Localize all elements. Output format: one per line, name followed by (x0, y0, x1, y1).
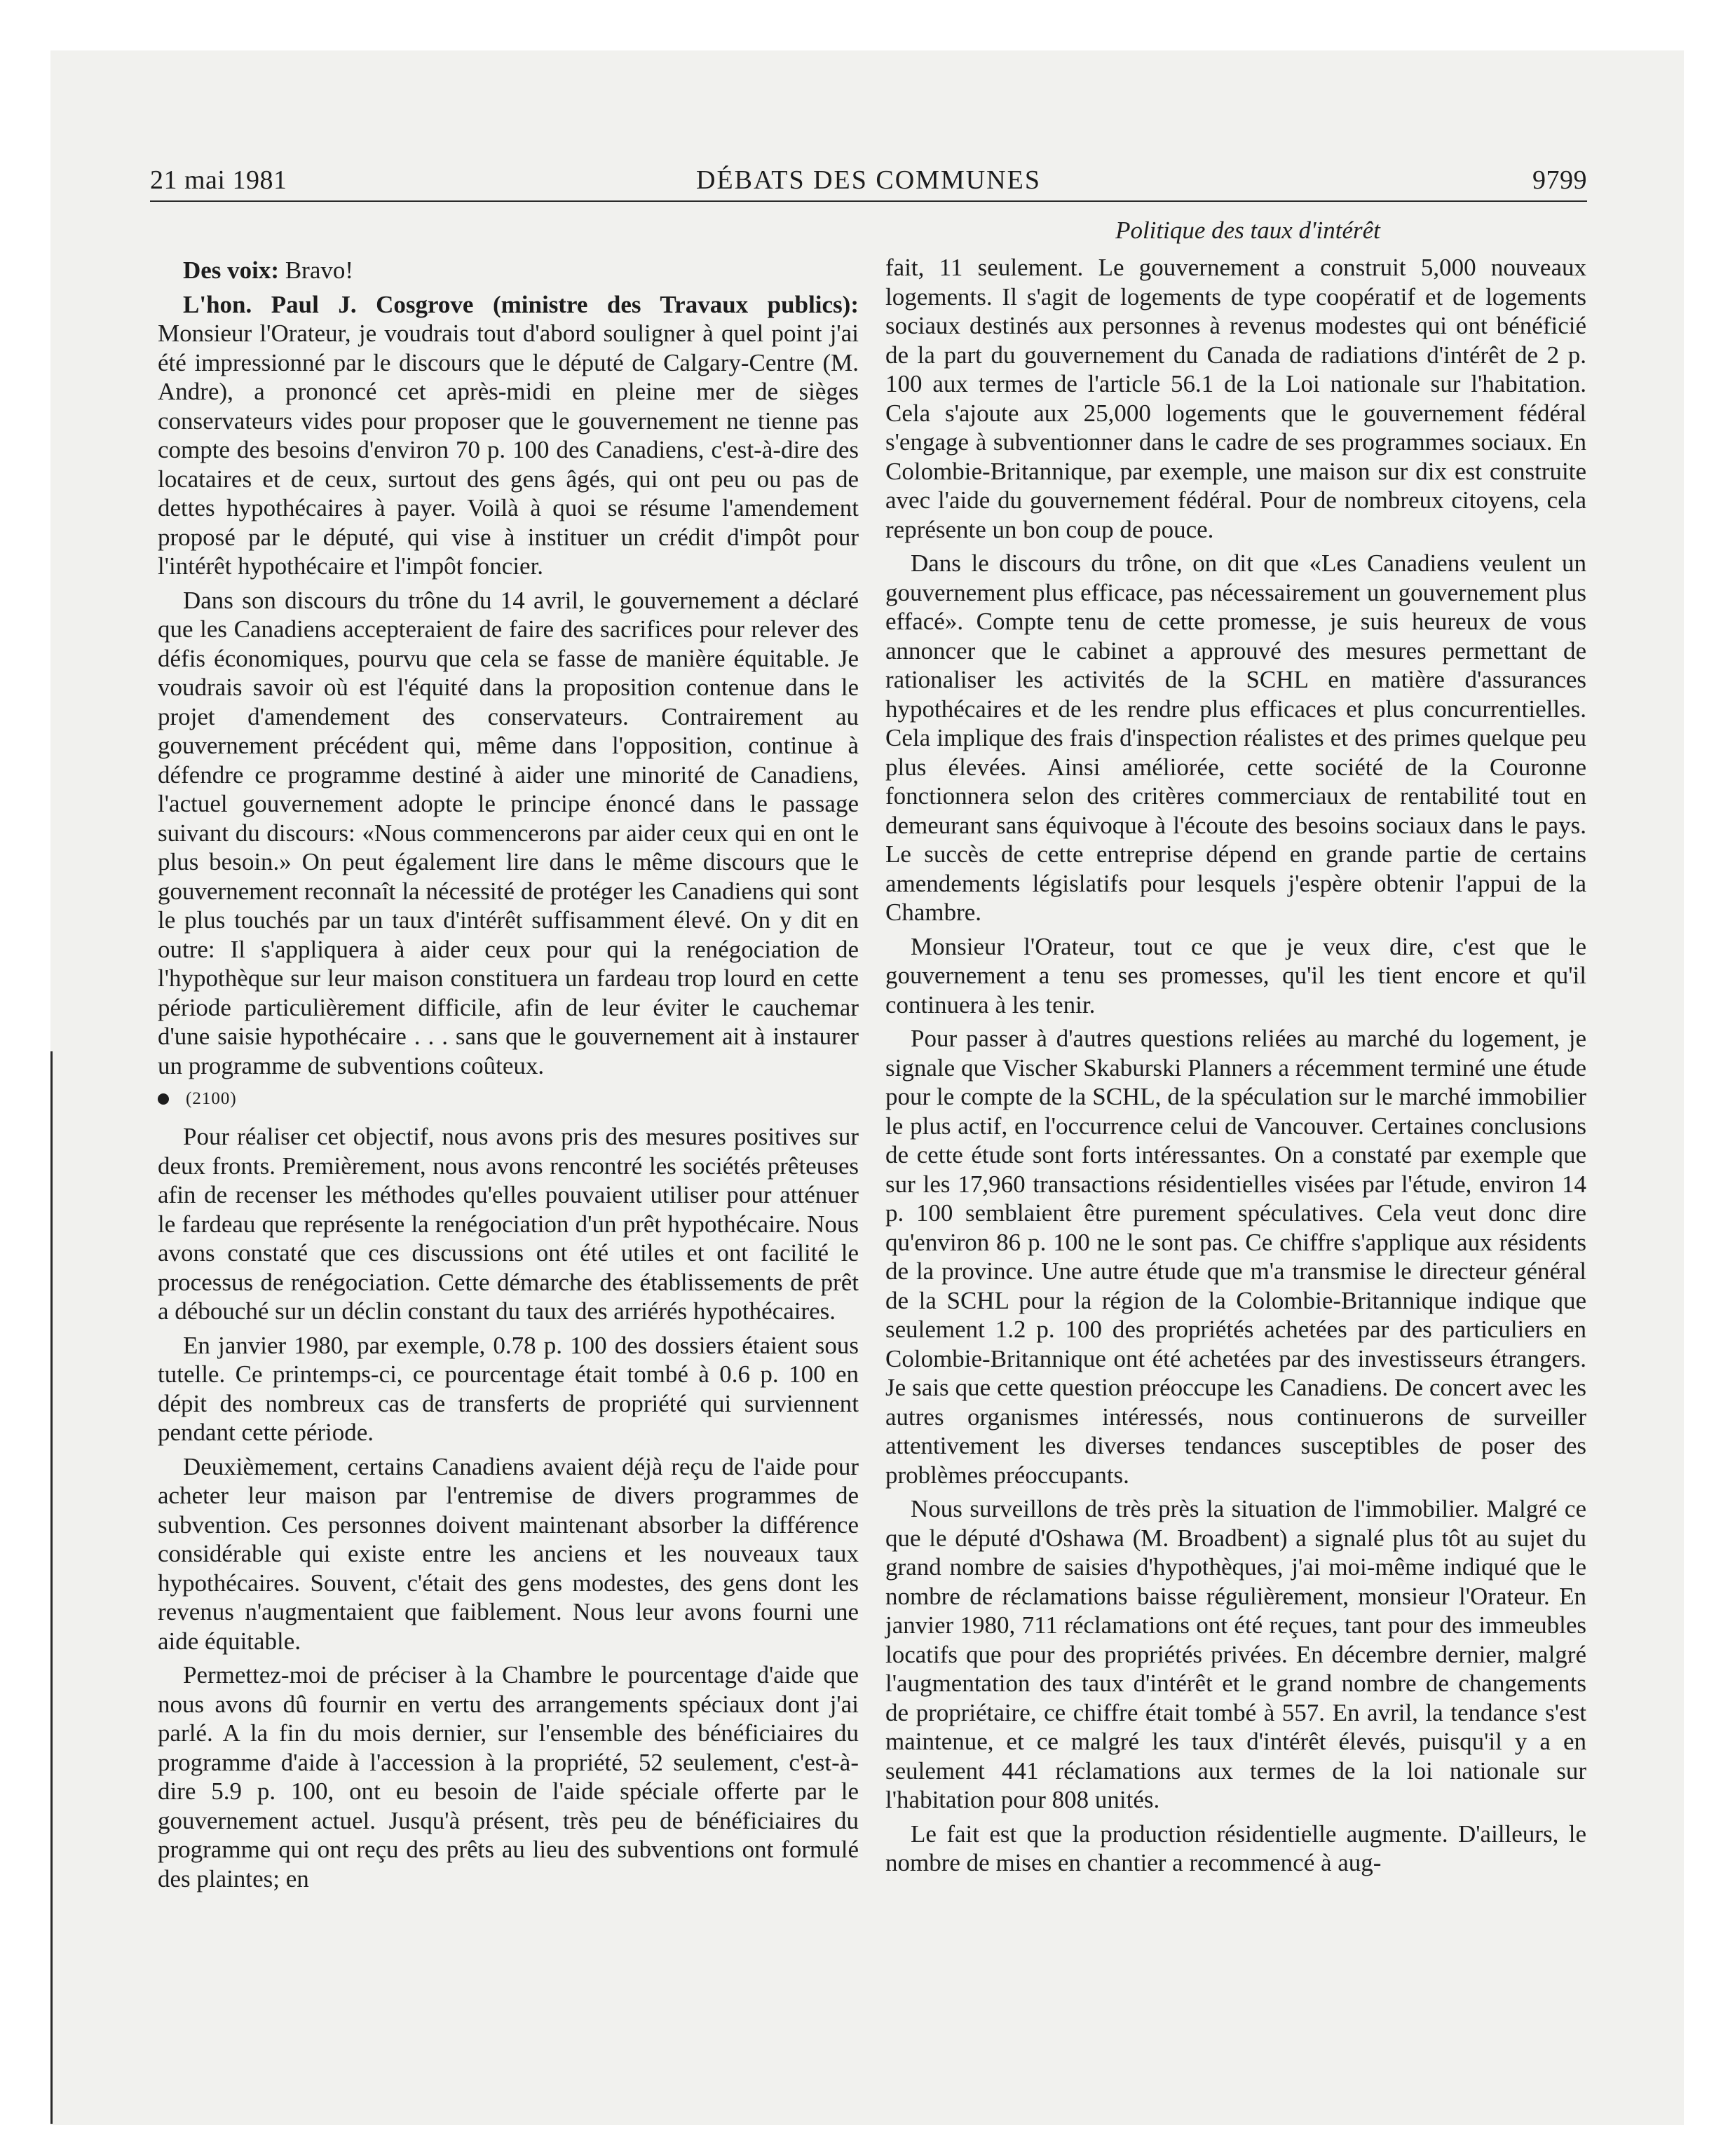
paragraph-production: Le fait est que la production résidentielle augmente. D'ailleurs, le nombre de mises en chantier a recommencé à aug- (885, 1820, 1586, 1876)
header-rule (150, 200, 1587, 202)
paragraph-surveillons: Nous surveillons de très près la situation de l'immobilier. Malgré ce que le député d'Oshawa (M. Broadbent) a signalé plus tôt au sujet du grand nombre de saisies d'hypothèques, j'ai moi-même indiqué que le nombre de réclamations baisse régulièrement, monsieur l'Orateur. En janvier 1980, 711 réclamations ont été reçues, tant pour des immeubles locatifs que pour des propriétés privées. En décembre dernier, malgré l'augmentation des taux d'intérêt et le grand nombre de changements de propriétaire, ce chiffre était tombé à 557. En avril, la tendance s'est maintenue, et ce malgré les taux d'intérêt élevés, puisqu'il y a en seulement 441 réclamations aux termes de la loi nationale sur l'habitation pour 808 unités. (885, 1495, 1586, 1813)
speaker-cosgrove: L'hon. Paul J. Cosgrove (ministre des Travaux publics): (183, 290, 859, 318)
voices-text: Bravo! (279, 257, 354, 284)
paragraph-cosgrove (158, 290, 859, 581)
paragraph-discours: Dans son discours du trône du 14 avril, le gouvernement a déclaré que les Canadiens accepteraient de faire des sacrifices pour relever des défis économiques, pourvu que cela se fasse de manière équitable. Je voudrais savoir où est l'équité dans la proposition contenue dans le projet d'amendement des conservateurs. Contrairement au gouvernement précédent qui, même dans l'opposition, continue à défendre ce programme destiné à aider une minorité de Canadiens, l'actuel gouvernement adopte le principe énoncé dans le passage suivant du discours: «Nous commencerons par aider ceux qui en ont le plus besoin.» On peut également lire dans le même discours que le gouvernement reconnaît la nécessité de protéger les Canadiens qui sont le plus touchés par un taux d'intérêt suffisamment élevé. On y dit en outre: Il s'appliquera à aider ceux pour qui la renégociation de l'hypothèque sur leur maison constituera un fardeau trop lourd en cette période particulièrement difficile, afin de leur éviter le cauchemar d'une saisie hypothécaire . . . sans que le gouvernement ait à instaurer un programme de subventions coûteux. (158, 586, 859, 1079)
paragraph-janvier: En janvier 1980, par exemple, 0.78 p. 100 des dossiers étaient sous tutelle. Ce printemps-ci, ce pourcentage était tombé à 0.6 p. 100 en dépit des nombreux cas de transferts de propriété qui surviennent pendant cette période. (158, 1331, 859, 1446)
right-column (885, 253, 1586, 1883)
time-marker-text: (2100) (186, 1089, 237, 1108)
page-header (150, 163, 1587, 202)
paragraph-realiser: Pour réaliser cet objectif, nous avons pris des mesures positives sur deux fronts. Premièrement, nous avons rencontré les sociétés prêteuses afin de recenser les méthodes qu'elles pouvaient utiliser pour atténuer le fardeau que représente la renégociation d'un prêt hypothécaire. Nous avons constaté que ces discussions ont été utiles et ont facilité le processus de renégociation. Cette démarche des établissements de prêt a débouché sur un déclin constant du taux des arriérés hypothécaires. (158, 1123, 859, 1325)
header-date: 21 mai 1981 (150, 165, 287, 195)
paragraph-trone: Dans le discours du trône, on dit que «Les Canadiens veulent un gouvernement plus efficace, pas nécessairement un gouvernement plus effacé». Compte tenu de cette promesse, je suis heureux de vous annoncer que le cabinet a approuvé des mesures permettant de rationaliser les activités de la SCHL en matière d'assurances hypothécaires et de les rendre plus efficaces et plus concurrentielles. Cela implique des frais d'inspection réalistes et des primes quelque peu plus élevées. Ainsi améliorée, cette société de la Couronne fonctionnera selon des critères commerciaux de rentabilité tout en demeurant sans équivoque à l'écoute des besoins sociaux dans le pays. Le succès de cette entreprise dépend en grande partie de certains amendements législatifs pour lesquels j'espère obtenir l'appui de la Chambre. (885, 550, 1586, 926)
paragraph-voices (158, 256, 859, 285)
paragraph-passer: Pour passer à d'autres questions reliées au marché du logement, je signale que Vischer Skaburski Planners a récemment terminé une étude pour le compte de la SCHL, de la spéculation sur le marché immobilier le plus actif, en l'occurrence celui de Vancouver. Certaines conclusions de cette étude sont forts intéressantes. On a constaté par exemple que sur les 17,960 transactions résidentielles visées par l'étude, environ 14 p. 100 semblaient être purement spéculatives. Cela veut donc dire qu'environ 86 p. 100 ne le sont pas. Ce chiffre s'applique aux résidents de la province. Une autre étude que m'a transmise le directeur général de la SCHL pour la région de la Colombie-Britannique indique que seulement 1.2 p. 100 des propriétés achetées par des particuliers en Colombie-Britannique ont été achetées par des investisseurs étrangers. Je sais que cette question préoccupe les Canadiens. De concert avec les autres organismes intéressés, nous continuerons de surveiller attentivement les diverses tendances susceptibles de poser des problèmes préoccupants. (885, 1025, 1586, 1489)
left-column (158, 256, 859, 1898)
paragraph-deuxiemement: Deuxièmement, certains Canadiens avaient déjà reçu de l'aide pour acheter leur maison par l'entremise de divers programmes de subvention. Ces personnes doivent maintenant absorber la différence considérable qui existe entre les anciens et les nouveaux taux hypothécaires. Souvent, c'était des gens modestes, des gens dont les revenus n'augmentaient que faiblement. Nous leur avons fourni une aide équitable. (158, 1452, 859, 1655)
paragraph-permettez: Permettez-moi de préciser à la Chambre le pourcentage d'aide que nous avons dû fournir en vertu des arrangements spéciaux dont j'ai parlé. A la fin du mois dernier, sur l'ensemble des bénéficiaires du programme d'aide à l'accession à la propriété, 52 seulement, c'est-à-dire 5.9 p. 100, ont eu besoin de l'aide spéciale offerte par le gouvernement actuel. Jusqu'à présent, très peu de bénéficiaires du programme qui ont reçu des prêts au lieu des subventions ont formulé des plaintes; en (158, 1661, 859, 1892)
paragraph-fait: fait, 11 seulement. Le gouvernement a construit 5,000 nouveaux logements. Il s'agit de logements de type coopératif et de logements sociaux destinés aux personnes à revenus modestes qui ont bénéficié de la part du gouvernement du Canada de radiations d'intérêt de 2 p. 100 aux termes de l'article 56.1 de la Loi nationale sur l'habitation. Cela s'ajoute aux 25,000 logements que le gouvernement fédéral s'engage à subventionner dans le cadre de ses programmes sociaux. En Colombie-Britannique, par exemple, une maison sur dix est construite avec l'aide du gouvernement fédéral. Pour de nombreux citoyens, cela représente un bon coup de pouce. (885, 254, 1586, 543)
cosgrove-text: Monsieur l'Orateur, je voudrais tout d'abord souligner à quel point j'ai été impressionné par le discours que le député de Calgary-Centre (M. Andre), a prononcé cet après-midi en pleine mer de sièges conservateurs vides pour proposer que le gouvernement ne tienne pas compte des besoins d'environ 70 p. 100 des Canadiens, c'est-à-dire des locataires et de ceux, surtout des gens âgés, qui ont peu ou pas de dettes hypothécaires à payer. Voilà à quoi se résume l'amendement proposé par le député, qui vise à instituer un crédit d'impôt pour l'intérêt hypothécaire et l'impôt foncier. (158, 320, 859, 580)
section-subhead: Politique des taux d'intérêt (1115, 217, 1380, 244)
bullet-dot-icon (158, 1093, 169, 1105)
speaker-voices: Des voix: (183, 257, 280, 284)
time-marker (158, 1089, 859, 1110)
publication-title: DÉBATS DES COMMUNES (696, 165, 1041, 195)
scan-edge-shadow (50, 1051, 53, 2124)
page-number: 9799 (1532, 165, 1587, 195)
paragraph-orateur: Monsieur l'Orateur, tout ce que je veux dire, c'est que le gouvernement a tenu ses promesses, qu'il les tient encore et qu'il continuera à les tenir. (885, 932, 1586, 1018)
